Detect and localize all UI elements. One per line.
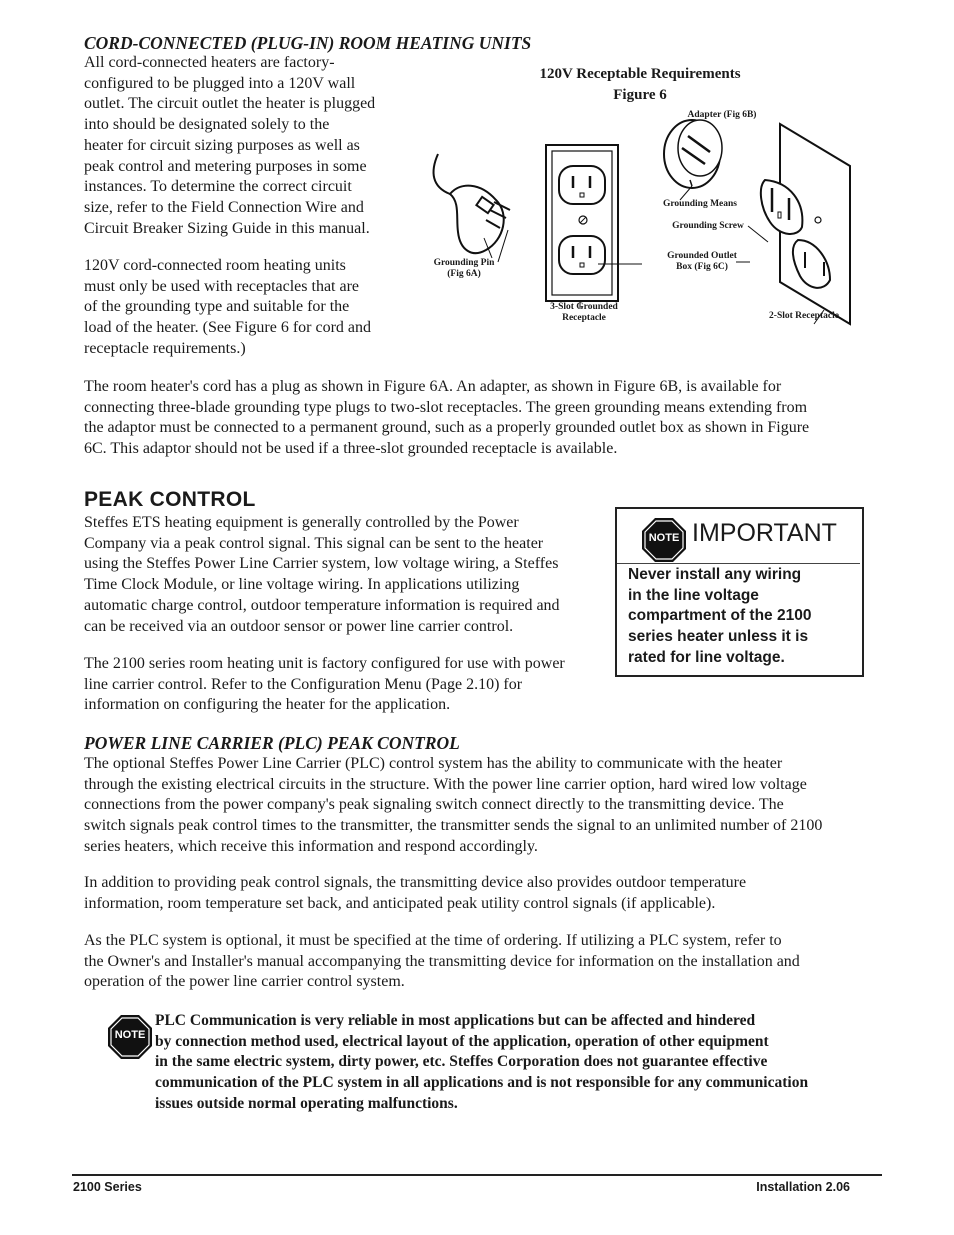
footer-rule bbox=[72, 1174, 882, 1176]
adapter-6b-illustration bbox=[664, 120, 722, 188]
label-grounding-screw: Grounding Screw bbox=[672, 221, 744, 231]
plc-para-2: In addition to providing peak control signals, the transmitting device also provides outdoor temperature information, room temperature set back, and anticipated peak utility control signals (if applicable). bbox=[84, 874, 747, 912]
footer-right: Installation 2.06 bbox=[756, 1180, 850, 1194]
note-stop-icon bbox=[641, 517, 687, 563]
figure-6 bbox=[420, 62, 860, 332]
plc-note-badge-text: NOTE bbox=[114, 1029, 146, 1041]
figure-6-drawing bbox=[420, 62, 860, 332]
cord-section-para-3: The room heater's cord has a plug as shown in Figure 6A. An adapter, as shown in Figure 6B, is available for connecting three-blade grounding type plugs to two-slot receptacles. The green grounding means extending from the adaptor must be connected to a permanent ground, such as a properly grounded outlet box as shown in Figure 6C. This adaptor should not be used if a three-slot grounded receptacle is available. bbox=[84, 378, 810, 458]
label-grounding-pin: Grounding Pin (Fig 6A) bbox=[433, 258, 495, 279]
important-title: IMPORTANT bbox=[692, 519, 837, 547]
peak-control-para-1: Steffes ETS heating equipment is generally controlled by the Power Company via a peak control signal. This signal can be sent to the heater using the Steffes Power Line Carrier system, low voltage wiring, a Steffes Time Clock Module, or line voltage wiring. In applications utilizing automatic charge control, outdoor temperature information is required and can be received via an outdoor sensor or power line carrier control. bbox=[84, 514, 560, 635]
plug-6a-illustration bbox=[434, 154, 510, 258]
label-2slot: 2-Slot Receptacle bbox=[769, 311, 839, 321]
important-divider bbox=[617, 563, 860, 564]
wall-2slot-illustration bbox=[761, 124, 850, 324]
peak-control-heading: PEAK CONTROL bbox=[84, 488, 256, 511]
label-adapter: Adapter (Fig 6B) bbox=[687, 110, 757, 120]
figure-title-line-2: Figure 6 bbox=[613, 87, 667, 103]
important-box bbox=[615, 507, 864, 677]
cord-section-heading: CORD-CONNECTED (PLUG-IN) ROOM HEATING UNITS bbox=[84, 33, 532, 53]
cord-section-para-2: 120V cord-connected room heating units must only be used with receptacles that are of the grounding type and suitable for the load of the heater. (See Figure 6 for cord and receptacle requirements.) bbox=[84, 257, 372, 357]
plc-note-stop-icon bbox=[107, 1014, 153, 1060]
receptacle-3slot-illustration bbox=[546, 145, 618, 301]
label-grounding-means: Grounding Means bbox=[663, 199, 737, 209]
plc-para-1: The optional Steffes Power Line Carrier (PLC) control system has the ability to communicate with the heater through the existing electrical circuits in the structure. With the power line carrier option, hard wired low voltage connections from the power company's peak signaling switch connect directly to the transmitting device. The switch signals peak control times to the transmitter, the transmitter sends the signal to an unlimited number of 2100 series heaters, which receive this information and respond accordingly. bbox=[84, 755, 823, 855]
footer-left: 2100 Series bbox=[73, 1180, 142, 1194]
label-3slot: 3-Slot Grounded Receptacle bbox=[550, 302, 618, 323]
figure-title-line-1: 120V Receptable Requirements bbox=[539, 66, 741, 82]
important-body: Never install any wiring in the line voltage compartment of the 2100 series heater unless it is rated for line voltage. bbox=[628, 566, 812, 666]
cord-section-para-1: All cord-connected heaters are factory- configured to be plugged into a 120V wall outlet. The circuit outlet the heater is plugged into should be designated solely to the heater for circuit sizing purposes as well as peak control and metering purposes in some instances. To determine the correct circuit size, refer to the Field Connection Wire and Circuit Breaker Sizing Guide in this manual. bbox=[84, 54, 376, 237]
plc-heading: POWER LINE CARRIER (PLC) PEAK CONTROL bbox=[84, 733, 460, 753]
plc-note-text: PLC Communication is very reliable in most applications but can be affected and hindered by connection method used, electrical layout of the application, operation of other equipment in the same electric system, dirty power, etc. Steffes Corporation does not guarantee effective communication of the PLC system in all applications and is not responsible for any communication issues outside normal operating malfunctions. bbox=[155, 1012, 809, 1112]
label-grounded-outlet: Grounded Outlet Box (Fig 6C) bbox=[667, 251, 737, 272]
plc-para-3: As the PLC system is optional, it must be specified at the time of ordering. If utilizing a PLC system, refer to the Owner's and Installer's manual accompanying the transmitting device for information on the installation and operation of the power line carrier control system. bbox=[84, 932, 800, 991]
note-badge-text: NOTE bbox=[648, 532, 680, 544]
peak-control-para-2: The 2100 series room heating unit is factory configured for use with power line carrier control. Refer to the Configuration Menu (Page 2.10) for information on configuring the heater for the application. bbox=[84, 655, 565, 714]
